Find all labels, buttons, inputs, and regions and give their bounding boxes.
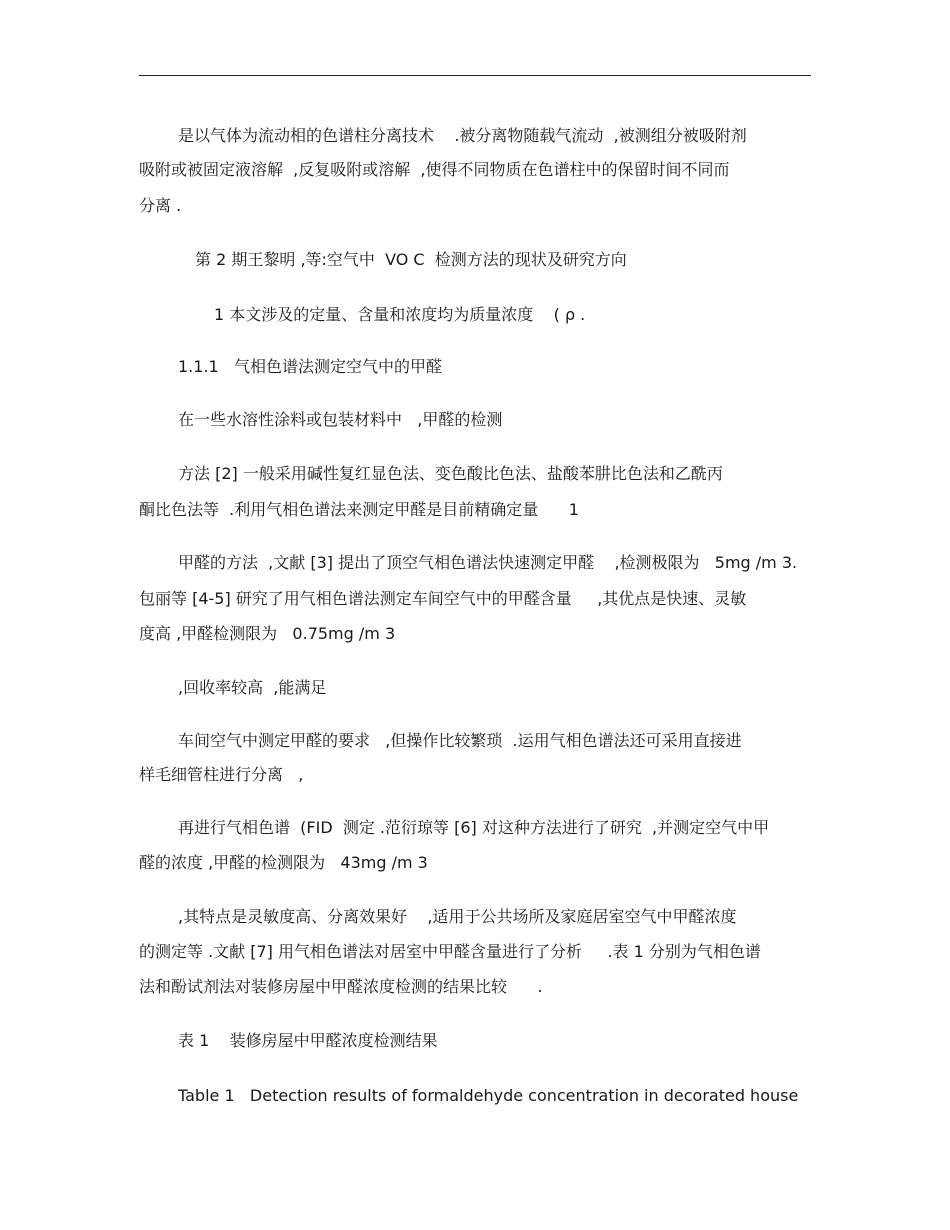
text-line: 再进行气相色谱 (FID 测定 .范衍琼等 [6] 对这种方法进行了研究 ,并测定空气中甲 bbox=[178, 818, 770, 837]
table-caption-en: Table 1 Detection results of formaldehyde concentration in decorated house bbox=[178, 1086, 799, 1105]
text-line: 分离 . bbox=[139, 196, 182, 215]
running-header-line: 第 2 期王黎明 ,等:空气中 VO C 检测方法的现状及研究方向 bbox=[195, 250, 627, 269]
section-heading: 1.1.1 气相色谱法测定空气中的甲醛 bbox=[178, 357, 442, 376]
text-line: 在一些水溶性涂料或包装材料中 ,甲醛的检测 bbox=[178, 410, 503, 429]
text-line: 包丽等 [4-5] 研究了用气相色谱法测定车间空气中的甲醛含量 ,其优点是快速、灵敏 bbox=[139, 589, 747, 608]
text-line: 酮比色法等 .利用气相色谱法来测定甲醛是目前精确定量 1 bbox=[139, 500, 579, 519]
header-rule bbox=[139, 75, 811, 76]
text-line: 车间空气中测定甲醛的要求 ,但操作比较繁琐 .运用气相色谱法还可采用直接进 bbox=[178, 731, 742, 750]
text-line: 方法 [2] 一般采用碱性复红显色法、变色酸比色法、盐酸苯肼比色法和乙酰丙 bbox=[178, 464, 723, 483]
text-line: 样毛细管柱进行分离 , bbox=[139, 765, 304, 784]
text-line: 法和酚试剂法对装修房屋中甲醛浓度检测的结果比较 . bbox=[139, 977, 543, 996]
text-line: 度高 ,甲醛检测限为 0.75mg /m 3 bbox=[139, 624, 396, 643]
table-caption-zh: 表 1 装修房屋中甲醛浓度检测结果 bbox=[178, 1031, 438, 1050]
text-line: 甲醛的方法 ,文献 [3] 提出了顶空气相色谱法快速测定甲醛 ,检测极限为 5mg /m 3. bbox=[178, 553, 798, 572]
footnote-line: 1 本文涉及的定量、含量和浓度均为质量浓度 ( ρ . bbox=[214, 305, 586, 324]
text-line: 的测定等 .文献 [7] 用气相色谱法对居室中甲醛含量进行了分析 .表 1 分别为气相色谱 bbox=[139, 942, 761, 961]
text-line: 是以气体为流动相的色谱柱分离技术 .被分离物随载气流动 ,被测组分被吸附剂 bbox=[178, 126, 747, 145]
text-line: 醛的浓度 ,甲醛的检测限为 43mg /m 3 bbox=[139, 853, 428, 872]
text-line: 吸附或被固定液溶解 ,反复吸附或溶解 ,使得不同物质在色谱柱中的保留时间不同而 bbox=[139, 160, 730, 179]
text-line: ,回收率较高 ,能满足 bbox=[178, 678, 327, 697]
text-line: ,其特点是灵敏度高、分离效果好 ,适用于公共场所及家庭居室空气中甲醛浓度 bbox=[178, 907, 737, 926]
